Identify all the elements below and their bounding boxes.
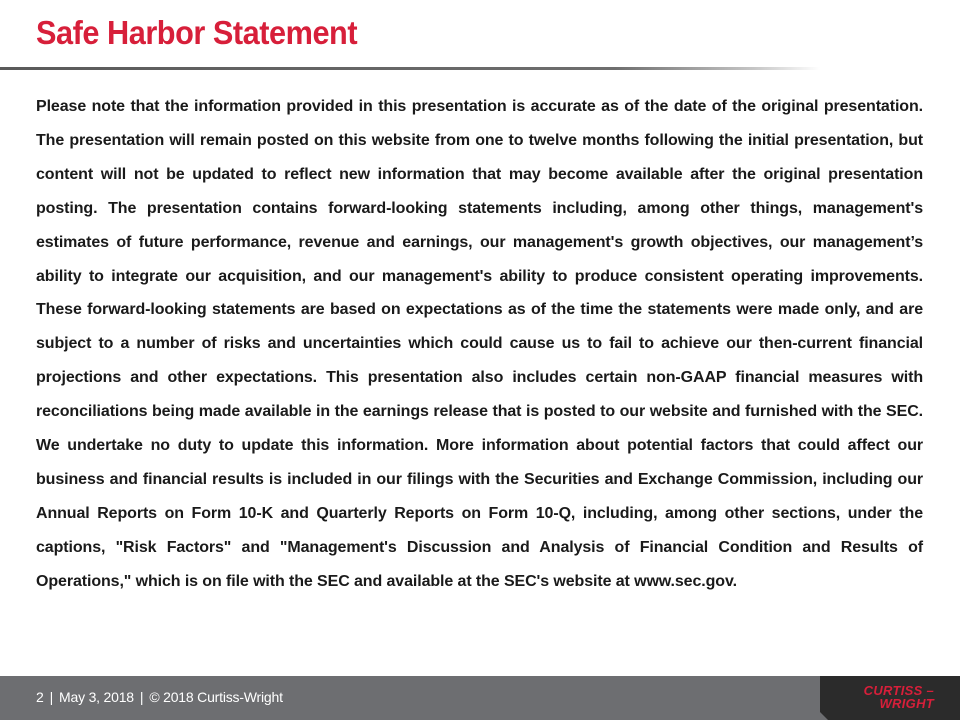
title-divider xyxy=(0,67,820,70)
footer-copyright: © 2018 Curtiss-Wright xyxy=(149,689,283,705)
logo-text-wright: WRIGHT xyxy=(879,696,934,711)
footer-date: May 3, 2018 xyxy=(59,689,134,705)
footer-bar xyxy=(0,676,960,720)
footer-separator: | xyxy=(139,689,144,705)
page-number: 2 xyxy=(36,689,44,705)
logo-text-curtiss: CURTISS – xyxy=(863,683,934,698)
footer-info xyxy=(36,689,283,705)
safe-harbor-body: Please note that the information provided in this presentation is accurate as of the date of the original presentation. The presentation will remain posted on this website from one to twelve months following the initial presentation, but content will not be updated to reflect new information that may become available after the original presentation posting. The presentation contains forward-looking statements including, among other things, management's estimates of future performance, revenue and earnings, our management's growth objectives, our management’s ability to integrate our acquisition, and our management's ability to produce consistent operating improvements. These forward-looking statements are based on expectations as of the time the statements were made only, and are subject to a number of risks and uncertainties which could cause us to fail to achieve our then-current financial projections and other expectations. This presentation also includes certain non-GAAP financial measures with reconciliations being made available in the earnings release that is posted to our website and furnished with the SEC. We undertake no duty to update this information. More information about potential factors that could affect our business and financial results is included in our filings with the Securities and Exchange Commission, including our Annual Reports on Form 10-K and Quarterly Reports on Form 10-Q, including, among other sections, under the captions, "Risk Factors" and "Management's Discussion and Analysis of Financial Condition and Results of Operations," which is on file with the SEC and available at the SEC's website at www.sec.gov. xyxy=(36,98,923,590)
slide-title: Safe Harbor Statement xyxy=(36,14,358,51)
curtiss-wright-logo xyxy=(820,676,960,720)
footer-separator: | xyxy=(49,689,54,705)
